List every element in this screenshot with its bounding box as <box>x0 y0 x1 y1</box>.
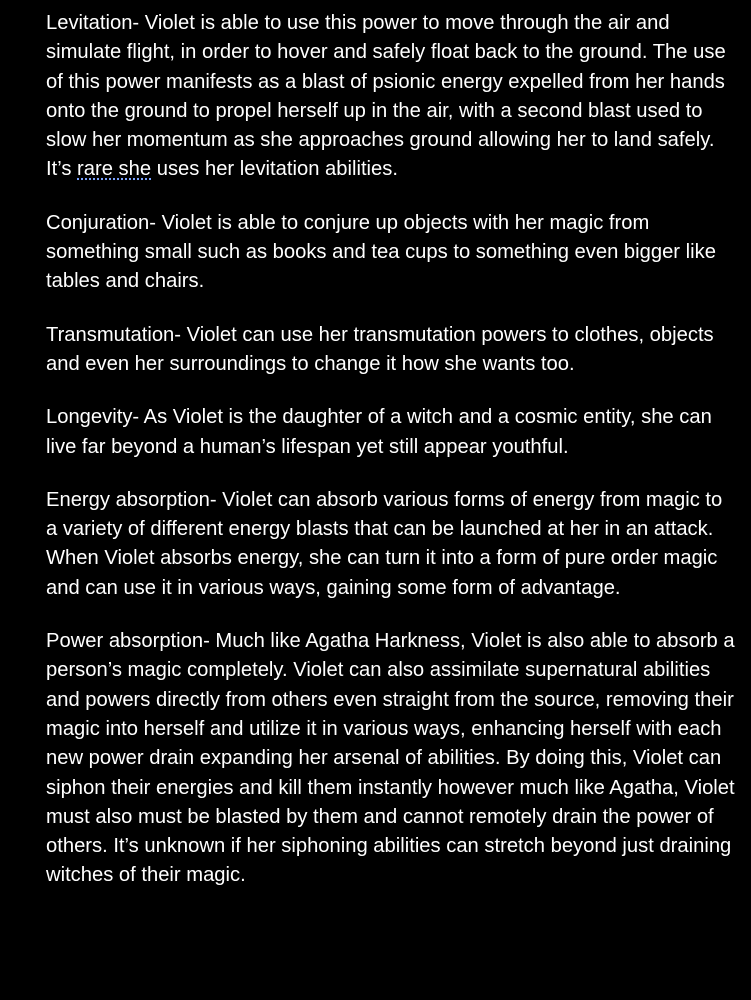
paragraph-energy-absorption: Energy absorption- Violet can absorb various forms of energy from magic to a variety of different energy blasts that can be launched at her in an attack. When Violet absorbs energy, she can turn it into a form of pure order magic and can use it in various ways, gaining some form of advantage. <box>46 488 723 599</box>
paragraph-conjuration: Conjuration- Violet is able to conjure up objects with her magic from something small such as books and tea cups to something even bigger like tables and chairs. <box>46 211 716 293</box>
paragraph-levitation <box>46 9 736 185</box>
paragraph-longevity: Longevity- As Violet is the daughter of a witch and a cosmic entity, she can live far beyond a human’s lifespan yet still appear youthful. <box>46 406 712 458</box>
paragraph-levitation-text-start: Levitation- Violet is able to use this power to move through the air and simulate flight, in order to hover and safely float back to the ground. The use of this power manifests as a blast of psionic energy expelled from her hands onto the ground to propel herself up in the air, with a second blast used to slow her momentum as she approaches ground allowing her to land safely. It’s <box>46 12 726 181</box>
paragraph-transmutation: Transmutation- Violet can use her transmutation powers to clothes, objects and even her surroundings to change it how she wants too. <box>46 323 714 375</box>
spellcheck-flagged-phrase[interactable]: rare she <box>77 158 152 181</box>
paragraph-power-absorption: Power absorption- Much like Agatha Harkness, Violet is also able to absorb a person’s magic completely. Violet can also assimilate supernatural abilities and powers directly from others even straight from the source, removing their magic into herself and utilize it in various ways, enhancing herself with each new power drain expanding her arsenal of abilities. By doing this, Violet can siphon their energies and kill them instantly however much like Agatha, Violet must also must be blasted by them and cannot remotely drain the power of others. It’s unknown if her siphoning abilities can stretch beyond just draining witches of their magic. <box>46 630 735 887</box>
paragraph-levitation-text-end: uses her levitation abilities. <box>151 158 398 181</box>
document-body <box>46 9 736 915</box>
